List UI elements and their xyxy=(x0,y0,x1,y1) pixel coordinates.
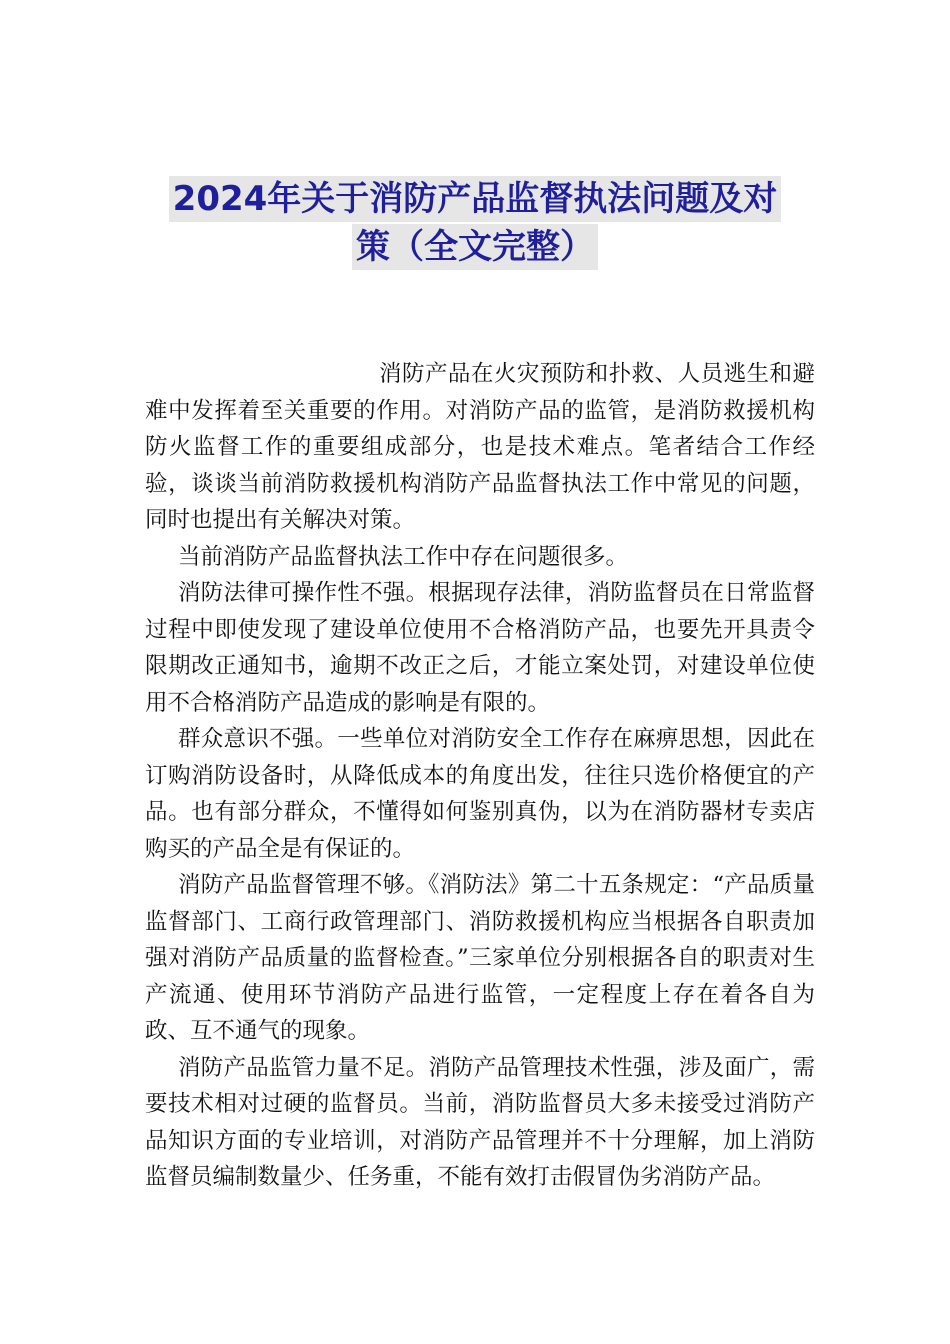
paragraph-supervision-management: 消防产品监督管理不够。《消防法》第二十五条规定：“产品质量监督部门、工商行政管理部门、消防救援机构应当根据各自职责加强对消防产品质量的监督检查。”三家单位分别根据各自的职责对生产流通、使用环节消防产品进行监管，一定程度上存在着各自为政、互不通气的现象。 xyxy=(145,872,815,1044)
paragraph-law-operability: 消防法律可操作性不强。根据现存法律，消防监督员在日常监督过程中即使发现了建设单位使用不合格消防产品，也要先开具责令限期改正通知书，逾期不改正之后，才能立案处罚，对建设单位使用不合格消防产品造成的影响是有限的。 xyxy=(145,580,815,716)
paragraph-supervision-capacity: 消防产品监管力量不足。消防产品管理技术性强，涉及面广，需要技术相对过硬的监督员。当前，消防监督员大多未接受过消防产品知识方面的专业培训，对消防产品管理并不十分理解，加上消防监督员编制数量少、任务重，不能有效打击假冒伪劣消防产品。 xyxy=(145,1054,815,1190)
document-body xyxy=(145,356,815,1196)
title-line-1: 2024年关于消防产品监督执法问题及对 xyxy=(169,176,782,222)
document-title xyxy=(140,176,810,270)
title-line-2: 策（全文完整） xyxy=(352,224,598,270)
paragraph-problems-overview: 当前消防产品监督执法工作中存在问题很多。 xyxy=(178,543,629,570)
paragraph-public-awareness: 群众意识不强。一些单位对消防安全工作存在麻痹思想，因此在订购消防设备时，从降低成本的角度出发，往往只选价格便宜的产品。也有部分群众，不懂得如何鉴别真伪，以为在消防器材专卖店购买的产品全是有保证的。 xyxy=(145,726,815,862)
paragraph-intro: 消防产品在火灾预防和扑救、人员逃生和避难中发挥着至关重要的作用。对消防产品的监管，是消防救援机构防火监督工作的重要组成部分，也是技术难点。笔者结合工作经验，谈谈当前消防救援机构消防产品监督执法工作中常见的问题，同时也提出有关解决对策。 xyxy=(145,361,815,533)
